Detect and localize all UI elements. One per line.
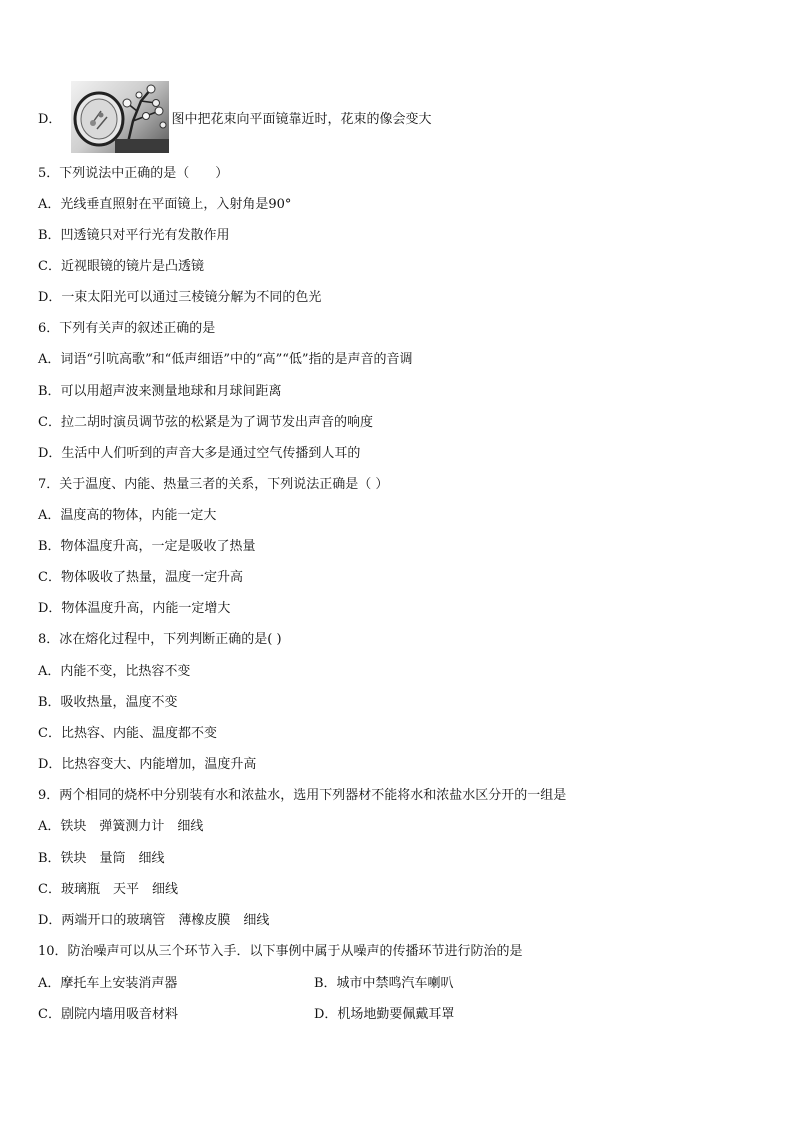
question-8-stem: 8．冰在熔化过程中，下列判断正确的是( ) [38, 632, 282, 647]
question-8-option-b: B．吸收热量，温度不变 [38, 695, 178, 710]
question-10-option-b: B．城市中禁鸣汽车喇叭 [314, 976, 454, 991]
question-5-option-c: C．近视眼镜的镜片是凸透镜 [38, 259, 204, 274]
question-6-option-b: B．可以用超声波来测量地球和月球间距离 [38, 384, 282, 399]
question-10-option-d: D．机场地勤要佩戴耳罩 [314, 1007, 455, 1022]
question-9-option-d: D．两端开口的玻璃管 薄橡皮膜 细线 [38, 913, 270, 928]
question-6-stem: 6．下列有关声的叙述正确的是 [38, 321, 216, 336]
question-7-option-b: B．物体温度升高，一定是吸收了热量 [38, 539, 256, 554]
question-8-option-a: A．内能不变，比热容不变 [38, 664, 191, 679]
question-7-option-c: C．物体吸收了热量，温度一定升高 [38, 570, 243, 585]
question-9-option-a: A．铁块 弹簧测力计 细线 [38, 819, 204, 834]
question-7-option-a: A．温度高的物体，内能一定大 [38, 508, 217, 523]
question-8-option-d: D．比热容变大、内能增加，温度升高 [38, 757, 257, 772]
question-9-option-c: C．玻璃瓶 天平 细线 [38, 882, 178, 897]
question-5-option-b: B．凹透镜只对平行光有发散作用 [38, 228, 230, 243]
question-6-option-d: D．生活中人们听到的声音大多是通过空气传播到人耳的 [38, 446, 361, 461]
q4-option-d-text: 图中把花束向平面镜靠近时，花束的像会变大 [171, 111, 432, 127]
mirror-flowers-photo [71, 81, 169, 153]
q4-option-d-label: D． [38, 111, 62, 127]
question-8-option-c: C．比热容、内能、温度都不变 [38, 726, 217, 741]
question-10-option-c: C．剧院内墙用吸音材料 [38, 1007, 178, 1022]
question-6-option-a: A．词语“引吭高歌”和“低声细语”中的“高”“低”指的是声音的音调 [38, 352, 413, 367]
question-10-option-a: A．摩托车上安装消声器 [38, 976, 178, 991]
question-10-stem: 10．防治噪声可以从三个环节入手．以下事例中属于从噪声的传播环节进行防治的是 [38, 944, 523, 959]
question-9-option-b: B．铁块 量筒 细线 [38, 851, 165, 866]
question-5-option-d: D．一束太阳光可以通过三棱镜分解为不同的色光 [38, 290, 322, 305]
q4-option-d [38, 80, 431, 154]
question-5-option-a: A．光线垂直照射在平面镜上，入射角是90° [38, 197, 292, 212]
question-5-stem: 5．下列说法中正确的是（ ） [38, 166, 229, 181]
question-6-option-c: C．拉二胡时演员调节弦的松紧是为了调节发出声音的响度 [38, 415, 373, 430]
question-7-option-d: D．物体温度升高，内能一定增大 [38, 601, 231, 616]
question-7-stem: 7．关于温度、内能、热量三者的关系，下列说法正确是（ ） [38, 477, 389, 492]
question-9-stem: 9．两个相同的烧杯中分别装有水和浓盐水，选用下列器材不能将水和浓盐水区分开的一组是 [38, 788, 567, 803]
